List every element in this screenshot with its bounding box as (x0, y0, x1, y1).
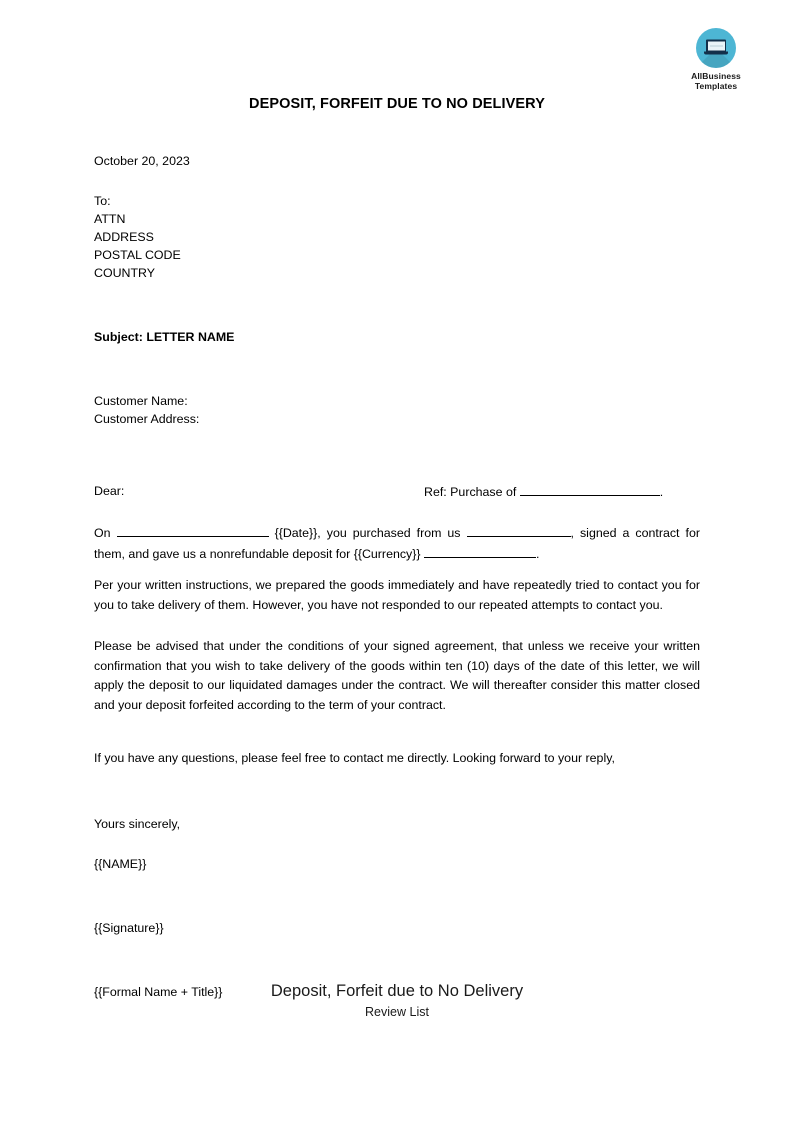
laptop-screen (708, 41, 725, 50)
spacer (94, 282, 700, 328)
deposit-amount-blank[interactable] (424, 544, 536, 558)
laptop-body (706, 40, 726, 52)
paragraph-3: Please be advised that under the conditions of your signed agreement, that unless we receive your written confirmation that you wish to take delivery of the goods within ten (10) days of the date of this letter, we will apply the deposit to our liquidated damages under the contract. We will thereafter consider this matter closed and your deposit forfeited according to the term of your contract. (94, 639, 700, 712)
paragraph-4: If you have any questions, please feel free to contact me directly. Looking forward to your reply, (94, 751, 615, 765)
logo-wordmark (681, 71, 751, 91)
reference-prefix: Ref: Purchase of (424, 485, 520, 499)
spacer (94, 501, 700, 523)
laptop-icon (704, 40, 728, 57)
recipient-to-label: To: (94, 194, 111, 208)
spacer (94, 873, 700, 919)
customer-name-label: Customer Name: (94, 394, 188, 408)
laptop-base (704, 52, 728, 55)
sign-off: Yours sincerely, (94, 816, 181, 831)
salutation-row (94, 482, 700, 501)
allbusiness-templates-logo (681, 28, 751, 91)
reference-suffix: . (659, 485, 664, 499)
p1-part-a: On (94, 526, 117, 540)
p1-part-b: {{Date}}, you purchased from us (268, 526, 467, 540)
subject-line: Subject: LETTER NAME (94, 330, 235, 344)
p1-part-d: . (535, 546, 540, 561)
letter-body (94, 152, 700, 1001)
recipient-postal-code: POSTAL CODE (94, 248, 181, 262)
paragraph-1 (94, 523, 700, 564)
reference-line (424, 482, 700, 501)
customer-address-label: Customer Address: (94, 412, 200, 426)
spacer (94, 346, 700, 392)
spacer (94, 769, 700, 815)
recipient-address: ADDRESS (94, 230, 154, 244)
p1-part-c: , signed a contract for them, and gave us a nonrefundable deposit for {{Currency}} (94, 526, 700, 561)
seller-blank[interactable] (467, 523, 571, 537)
spacer (94, 564, 700, 576)
paragraph-2: Per your written instructions, we prepared the goods immediately and have repeatedly tried to contact you for you to take delivery of them. However, you have not responded to our repeated attempts to contact you. (94, 578, 700, 612)
spacer (94, 170, 700, 192)
page-title: DEPOSIT, FORFEIT DUE TO NO DELIVERY (249, 96, 545, 112)
letter-date: October 20, 2023 (94, 154, 190, 168)
signature-placeholder: {{Signature}} (94, 920, 164, 935)
logo-wordmark-line1: AllBusiness (691, 71, 741, 81)
document-footer (94, 980, 700, 1021)
sender-name-placeholder: {{NAME}} (94, 856, 147, 871)
spacer (94, 937, 700, 983)
recipient-attn: ATTN (94, 212, 126, 226)
reference-blank[interactable] (520, 482, 660, 496)
footer-subtitle: Review List (365, 1005, 429, 1019)
recipient-country: COUNTRY (94, 266, 156, 280)
spacer (94, 615, 700, 637)
purchase-date-blank[interactable] (117, 523, 269, 537)
logo-circle (696, 28, 736, 68)
laptop-screen-line (710, 46, 723, 47)
footer-title: Deposit, Forfeit due to No Delivery (270, 982, 524, 1000)
salutation: Dear: (94, 484, 125, 498)
spacer (94, 428, 700, 482)
logo-wordmark-line2: Templates (694, 81, 738, 91)
formal-name-title-placeholder: {{Formal Name + Title}} (94, 984, 223, 999)
spacer (94, 833, 700, 855)
spacer (94, 715, 700, 749)
